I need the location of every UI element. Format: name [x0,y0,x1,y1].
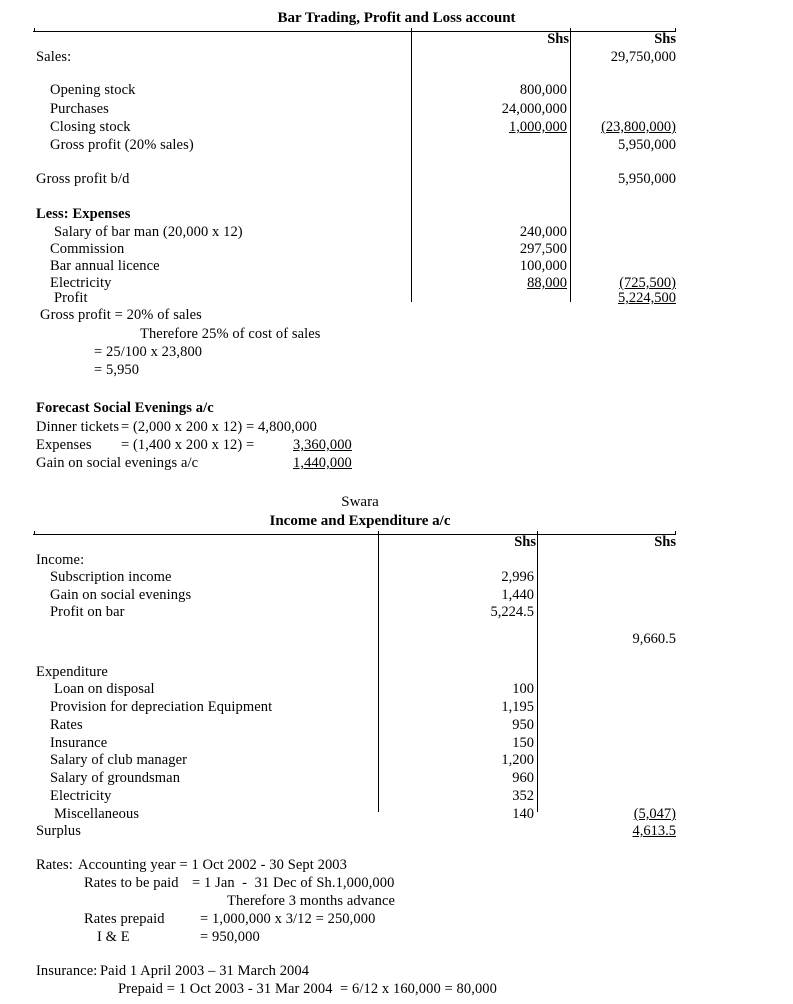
table-row: Sales: [36,49,72,65]
table-row: Profit [54,290,88,306]
rates-note-line-5-label: I & E [97,929,130,945]
table-cell-amount: (23,800,000) [601,119,676,135]
table-row: Electricity [50,788,112,804]
insurance-note-line-1: Paid 1 April 2003 – 31 March 2004 [100,963,310,979]
table-cell-amount: 150 [512,735,534,751]
table-cell-amount: 352 [512,788,534,804]
forecast-dinner-tickets-expr: = (2,000 x 200 x 12) = 4,800,000 [121,419,317,435]
table-cell-amount: 4,613.5 [632,823,676,839]
table-row: Opening stock [50,82,136,98]
table-cell-amount: 5,224.5 [490,604,534,620]
table-cell-amount: 800,000 [519,82,567,98]
table-row: Bar annual licence [50,258,160,274]
forecast-gain-label: Gain on social evenings a/c [36,455,199,471]
table-row: Commission [50,241,125,257]
table-row: Purchases [50,101,109,117]
rates-note-line-2-expr: = 1 Jan - 31 Dec of Sh.1,000,000 [192,875,395,891]
table-row: Salary of bar man (20,000 x 12) [54,224,243,240]
table-row: Insurance [50,735,108,751]
statement1-col1-header: Shs [547,31,569,47]
statement2-col2-header: Shs [654,534,676,550]
rates-note-line-3: Therefore 3 months advance [227,893,396,909]
statement2-title-line1: Swara [341,494,379,510]
table-row: Profit on bar [50,604,125,620]
rates-note-line-1: Accounting year = 1 Oct 2002 - 30 Sept 2003 [78,857,347,873]
table-cell-amount: 1,440 [501,587,534,603]
insurance-note-heading: Insurance: [36,963,98,979]
table-row: Subscription income [50,569,172,585]
table-cell-amount: 2,996 [501,569,534,585]
table-cell-amount: 9,660.5 [632,631,676,647]
table-cell-amount: 140 [512,806,534,822]
table-cell-amount: 960 [512,770,534,786]
gross-profit-working-line-1: Gross profit = 20% of sales [40,307,202,323]
statement2-vrule-2 [537,534,538,812]
forecast-expenses-label: Expenses [36,437,92,453]
forecast-gain-value: 1,440,000 [293,455,352,471]
table-cell-amount: 1,200 [501,752,534,768]
gross-profit-working-line-4: = 5,950 [94,362,140,378]
table-row: Closing stock [50,119,131,135]
table-cell-amount: 29,750,000 [610,49,676,65]
table-cell-amount: 24,000,000 [501,101,567,117]
statement2-col1-header: Shs [514,534,536,550]
table-row: Gain on social evenings [50,587,192,603]
gross-profit-working-line-2: Therefore 25% of cost of sales [140,326,321,342]
statement1-tick-left [34,28,35,32]
table-cell-amount: 1,195 [501,699,534,715]
rates-note-line-4-label: Rates prepaid [84,911,165,927]
forecast-expenses-value: 3,360,000 [293,437,352,453]
table-cell-amount: (5,047) [633,806,676,822]
gross-profit-working-line-3: = 25/100 x 23,800 [94,344,203,360]
statement1-col2-header: Shs [654,31,676,47]
statement2-tick-left [34,531,35,535]
table-cell-amount: 100 [512,681,534,697]
forecast-dinner-tickets-label: Dinner tickets [36,419,120,435]
table-row: Miscellaneous [54,806,140,822]
rates-note-line-2-label: Rates to be paid [84,875,179,891]
table-row: Electricity [50,275,112,291]
table-cell-amount: (725,500) [619,275,676,291]
table-cell-amount: 5,950,000 [618,137,676,153]
statement1-title: Bar Trading, Profit and Loss account [277,10,516,26]
table-cell-amount: 5,224,500 [618,290,676,306]
table-row: Expenditure [36,664,108,680]
table-cell-amount: 1,000,000 [509,119,567,135]
table-cell-amount: 240,000 [519,224,567,240]
table-row: Rates [50,717,83,733]
table-cell-amount: 297,500 [519,241,567,257]
rates-note-line-4-expr: = 1,000,000 x 3/12 = 250,000 [200,911,376,927]
statement1-vrule-2 [570,31,571,302]
table-row: Loan on disposal [54,681,155,697]
insurance-note-line-2: Prepaid = 1 Oct 2003 - 31 Mar 2004 = 6/12 x 160,000 = 80,000 [118,981,498,997]
table-row: Income: [36,552,85,568]
table-cell-amount: 950 [512,717,534,733]
table-row: Salary of groundsman [50,770,181,786]
table-row: Surplus [36,823,82,839]
table-cell-amount: 88,000 [527,275,567,291]
forecast-expenses-expr: = (1,400 x 200 x 12) = [121,437,259,453]
statement2-title-line2: Income and Expenditure a/c [269,513,451,529]
table-cell-amount: 100,000 [519,258,567,274]
rates-note-heading: Rates: [36,857,73,873]
table-row: Gross profit b/d [36,171,130,187]
table-row: Provision for depreciation Equipment [50,699,273,715]
forecast-social-evenings-heading: Forecast Social Evenings a/c [36,400,214,416]
table-row: Less: Expenses [36,206,131,222]
table-row: Gross profit (20% sales) [50,137,194,153]
table-cell-amount: 5,950,000 [618,171,676,187]
table-row: Salary of club manager [50,752,188,768]
rates-note-line-5-expr: = 950,000 [200,929,260,945]
